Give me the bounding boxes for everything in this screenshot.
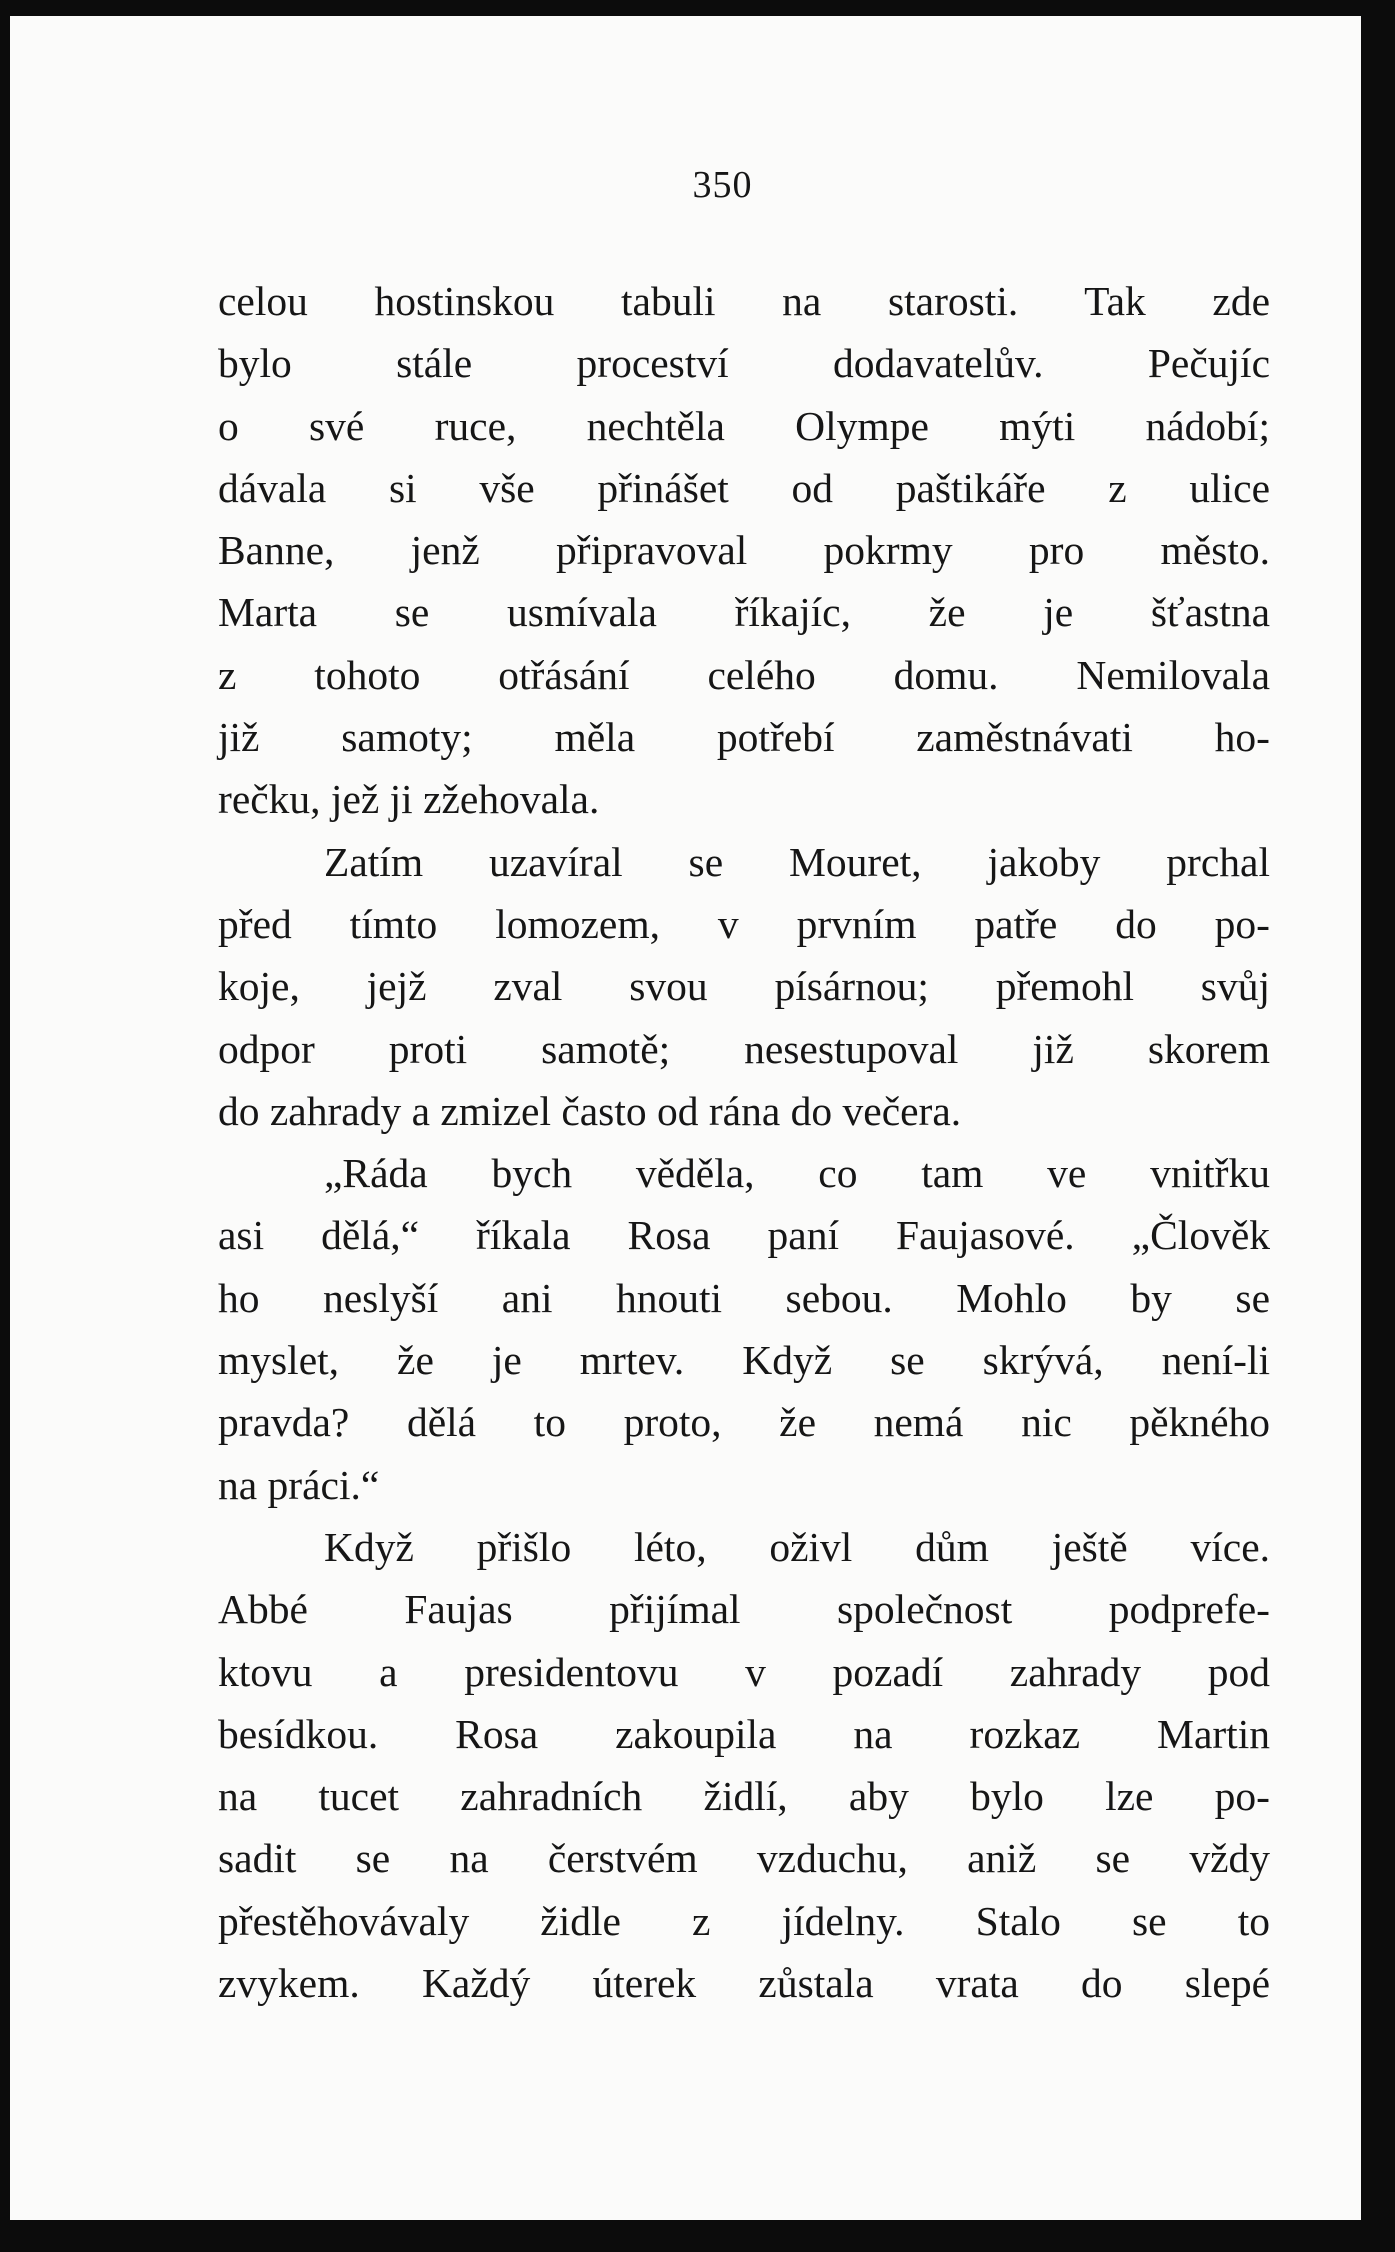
text-line: celou hostinskou tabuli na starosti. Tak zde — [218, 278, 1270, 324]
text-line: myslet, že je mrtev. Když se skrývá, není-li — [218, 1337, 1270, 1384]
text-line: o své ruce, nechtěla Olympe mýti nádobí; — [218, 402, 1270, 449]
text-line: dávala si vše přinášet od paštikáře z ulice — [218, 464, 1270, 511]
text-line: na tucet zahradních židlí, aby bylo lze po- — [218, 1773, 1270, 1820]
text-line: Marta se usmívala říkajíc, že je šťastna — [218, 589, 1270, 636]
text-line: Když přišlo léto, oživl dům ještě více. — [324, 1523, 1270, 1570]
text-line: „Ráda bych věděla, co tam ve vnitřku — [324, 1150, 1270, 1197]
text-line: již samoty; měla potřebí zaměstnávati ho- — [218, 714, 1270, 761]
text-line: Zatím uzavíral se Mouret, jakoby prchal — [324, 838, 1270, 885]
text-line: Abbé Faujas přijímal společnost podprefe- — [218, 1586, 1270, 1633]
text-line: před tímto lomozem, v prvním patře do po- — [218, 900, 1270, 947]
text-line: ktovu a presidentovu v pozadí zahrady pod — [218, 1648, 1270, 1695]
text-line: besídkou. Rosa zakoupila na rozkaz Martin — [218, 1710, 1270, 1757]
text-line: sadit se na čerstvém vzduchu, aniž se vždy — [218, 1835, 1270, 1882]
text-line: koje, jejž zval svou písárnou; přemohl svůj — [218, 963, 1270, 1010]
text-line: zvykem. Každý úterek zůstala vrata do slepé — [218, 1960, 1270, 2007]
page-number: 350 — [692, 164, 753, 206]
text-line: pravda? dělá to proto, že nemá nic pěkného — [218, 1399, 1270, 1446]
text-line: odpor proti samotě; nesestupoval již skorem — [218, 1025, 1270, 1072]
text-line: Banne, jenž připravoval pokrmy pro město. — [218, 527, 1270, 574]
text-line: asi dělá,“ říkala Rosa paní Faujasové. „Člověk — [218, 1212, 1270, 1259]
body-text — [218, 270, 1270, 2014]
text-line: rečku, jež ji zžehovala. — [218, 776, 600, 823]
text-line: bylo stále proceství dodavatelův. Pečujíc — [218, 340, 1270, 387]
text-line: na práci.“ — [218, 1461, 380, 1508]
text-line: ho neslyší ani hnouti sebou. Mohlo by se — [218, 1274, 1270, 1321]
text-line: do zahrady a zmizel často od rána do večera. — [218, 1087, 962, 1134]
text-line: z tohoto otřásání celého domu. Nemilovala — [218, 651, 1270, 698]
text-line: přestěhovávaly židle z jídelny. Stalo se to — [218, 1897, 1270, 1944]
